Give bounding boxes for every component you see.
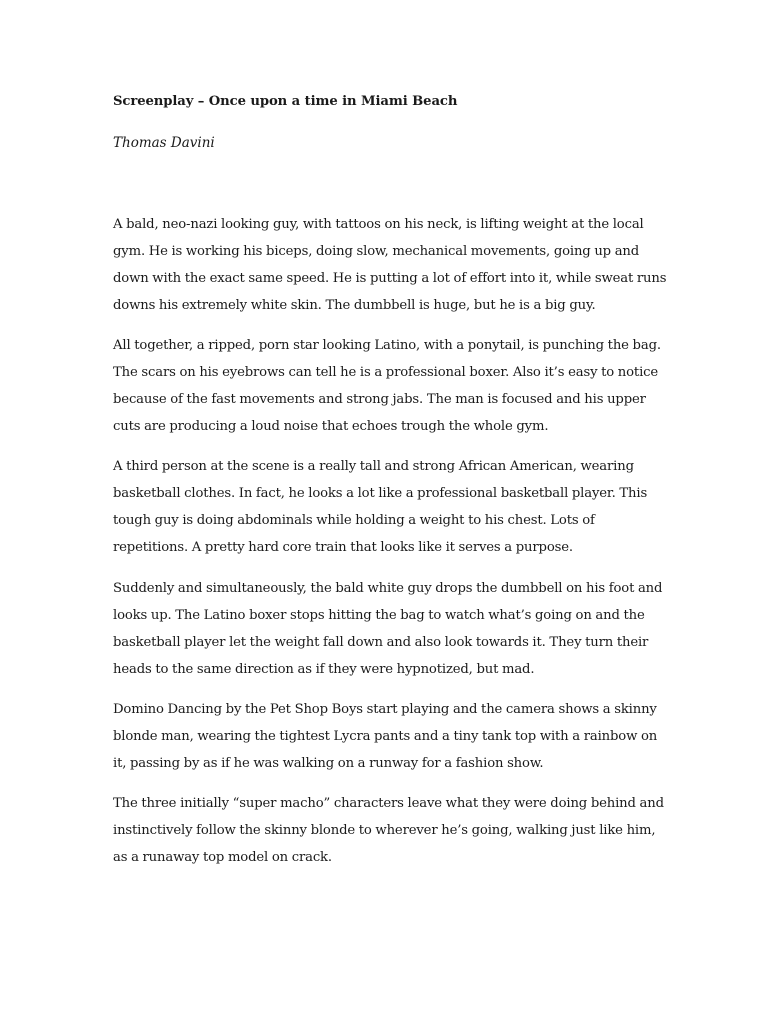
text-line: basketball clothes. In fact, he looks a lot like a professional basketball player. This <box>113 486 648 502</box>
paragraph <box>113 332 661 440</box>
text-line: A third person at the scene is a really tall and strong African American, wearing <box>113 459 634 475</box>
paragraph <box>113 575 663 683</box>
text-line: downs his extremely white skin. The dumbbell is huge, but he is a big guy. <box>113 298 596 313</box>
text-line: A bald, neo-nazi looking guy, with tattoos on his neck, is lifting weight at the local <box>113 217 644 232</box>
text-line: as a runaway top model on crack. <box>113 849 332 865</box>
text-line: repetitions. A pretty hard core train that looks like it serves a purpose. <box>113 540 573 556</box>
document-author: Thomas Davini <box>113 135 215 151</box>
text-line: All together, a ripped, porn star looking Latino, with a ponytail, is punching the bag. <box>113 338 661 354</box>
text-line: Suddenly and simultaneously, the bald white guy drops the dumbbell on his foot and <box>113 580 663 596</box>
paragraph <box>113 453 658 561</box>
screenplay-body <box>113 211 667 884</box>
text-line: cuts are producing a loud noise that echoes trough the whole gym. <box>113 419 549 435</box>
text-line: instinctively follow the skinny blonde to wherever he’s going, walking just like him, <box>113 822 656 838</box>
text-line: heads to the same direction as if they were hypnotized, but mad. <box>113 661 535 677</box>
text-line: looks up. The Latino boxer stops hitting the bag to watch what’s going on and the <box>113 607 645 623</box>
text-line: The scars on his eyebrows can tell he is a professional boxer. Also it’s easy to notice <box>113 365 659 381</box>
text-line: The three initially “super macho” characters leave what they were doing behind and <box>113 795 664 811</box>
text-line: basketball player let the weight fall down and also look towards it. They turn their <box>113 634 649 650</box>
text-line: tough guy is doing abdominals while holding a weight to his chest. Lots of <box>113 513 595 529</box>
text-line: it, passing by as if he was walking on a runway for a fashion show. <box>113 755 544 771</box>
document-title: Screenplay – Once upon a time in Miami Beach <box>113 94 458 109</box>
text-line: Domino Dancing by the Pet Shop Boys start playing and the camera shows a skinny <box>113 701 657 717</box>
text-line: gym. He is working his biceps, doing slow, mechanical movements, going up and <box>113 244 640 259</box>
text-line: down with the exact same speed. He is putting a lot of effort into it, while sweat runs <box>113 271 667 286</box>
text-line: because of the fast movements and strong jabs. The man is focused and his upper <box>113 392 646 408</box>
paragraph <box>113 211 667 319</box>
paragraph <box>113 790 664 871</box>
paragraph <box>113 696 658 777</box>
text-line: blonde man, wearing the tightest Lycra pants and a tiny tank top with a rainbow on <box>113 728 658 744</box>
